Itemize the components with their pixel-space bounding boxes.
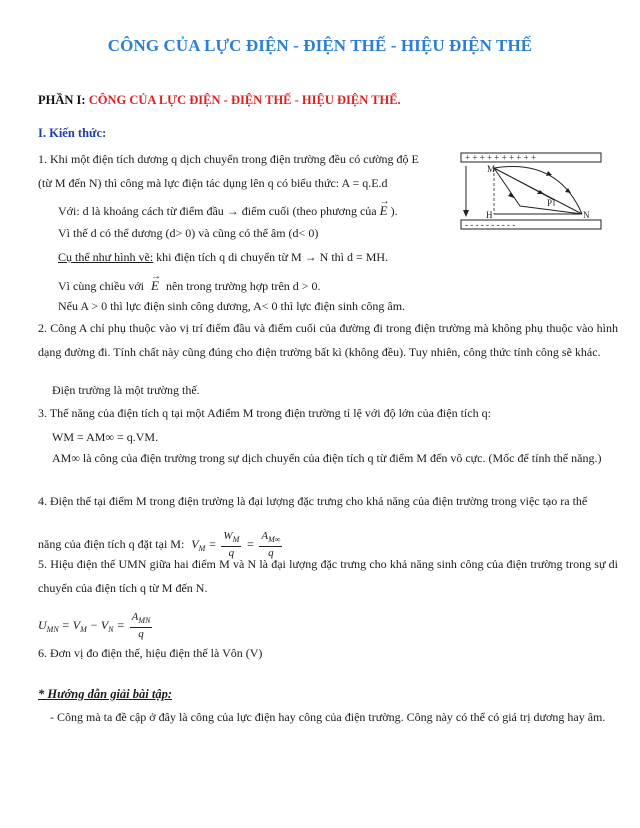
item1-line6-text: Vì cùng chiều với [58,279,144,293]
item3-paragraph: AM∞ là công của điện trường trong sự dịch chuyển của điện tích q từ điểm M đến vô cực. (Mốc để tính thế năng.) [52,451,602,465]
item1-line3 [58,196,398,219]
e-vector-2: → E [151,271,161,293]
item1-line3-text: Với: d là khoảng cách từ điểm đầu → điểm cuối (theo phương của [58,204,377,218]
guide-paragraph: - Công mà ta đề cập ở đây là công của lực điện hay công của điện trường. Công này có thể có giá trị dương hay âm. [50,710,606,724]
item1-line4: Vì thế d có thể dương (d> 0) và cũng có thể âm (d< 0) [58,226,319,240]
item3-formula: WM = AM∞ = q.VM. [52,430,159,444]
item4-line1: 4. Điện thế tại điểm M trong điện trường là đại lượng đặc trưng cho khả năng của điện trường trong việc tạo ra thế [38,494,588,508]
item1-line5-text: khi điện tích q di chuyển từ M → N thì d = MH. [153,250,389,264]
label-h: H [486,210,493,220]
item6-line: 6. Đơn vị đo điện thế, hiệu điện thế là Vôn (V) [38,646,263,660]
item1-line1: 1. Khi một điện tích dương q dịch chuyển trong điện trường đều có cường độ E [38,152,419,166]
item4-line2-text: năng của điện tích q đặt tại M: [38,536,185,551]
formula-am-q: $\frac{A_{M\infty}}{q}$ [261,530,281,559]
label-n: N [583,210,590,220]
e-vector-letter: E [379,203,388,218]
item1-line5 [58,250,388,265]
negative-plate-label: - - - - - - - - - - [465,219,516,230]
item1-figure-ref: Cụ thể như hình vẽ: [58,250,154,264]
label-m: M [487,164,496,174]
field-arrow-head [463,210,469,217]
item1-line6 [58,271,321,294]
item2-paragraph: 2. Công A chỉ phụ thuộc vào vị trí điểm đầu và điểm cuối của đường đi trong điện trường mà không phụ thuộc vào hình dạng đường đi. Tính chất này cũng đúng cho điện trường bất kì (không đều). Tuy nhiên, công thức tính công sẽ khác. [38,321,618,359]
part-title: CÔNG CỦA LỰC ĐIỆN - ĐIỆN THẾ - HIỆU ĐIỆN THẾ. [88,93,401,107]
label-p: P [547,198,553,208]
item1-line6-end: nên trong trường hợp trên d > 0. [165,279,321,293]
positive-plate-label: + + + + + + + + + + [465,152,537,163]
section-heading: I. Kiến thức: [38,126,107,140]
item3-line1: 3. Thế năng của điện tích q tại một Ađiểm M trong điện trường tỉ lệ với độ lớn của điện tích q: [38,406,491,420]
field-diagram [458,150,604,232]
e-vector-2-letter: E [151,278,159,293]
item1-line2: (từ M đến N) thì công mà lực điện tác dụng lên q có biểu thức: A = q.E.d [38,176,388,190]
item5-paragraph: 5. Hiệu điện thế UMN giữa hai điểm M và N là đại lượng đặc trưng cho khả năng sinh công của điện trường trong sự di chuyển của điện tích q từ M đến N. [38,557,618,595]
e-vector: → E [379,196,390,218]
item2-line2: Điện trường là một trường thế. [52,383,200,397]
item5-formula: $U_{MN} = V_M - V_N$ = $\frac{A_{MN}}{q}$ [38,611,151,640]
formula-wm-q: $\frac{W_M}{q}$ [223,530,240,559]
arrow-head-3 [508,192,514,198]
formula-amn-q: $\frac{A_{MN}}{q}$ [131,611,151,640]
item1-line7: Nếu A > 0 thì lực điện sinh công dương, A< 0 thì lực điện sinh công âm. [58,299,406,313]
page-title: CÔNG CỦA LỰC ĐIỆN - ĐIỆN THẾ - HIỆU ĐIỆN THẾ [107,36,533,55]
part-prefix: PHẦN I: [38,93,86,107]
item1-line3-end: ). [390,204,398,218]
part-heading [38,93,401,108]
guide-heading: * Hướng dẫn giải bài tập: [38,687,173,701]
item4-line2: năng của điện tích q đặt tại M: $V_M$ = $\frac{W_M}{q}$ = $\frac{A_{M\infty}}{q}$ [38,530,281,559]
